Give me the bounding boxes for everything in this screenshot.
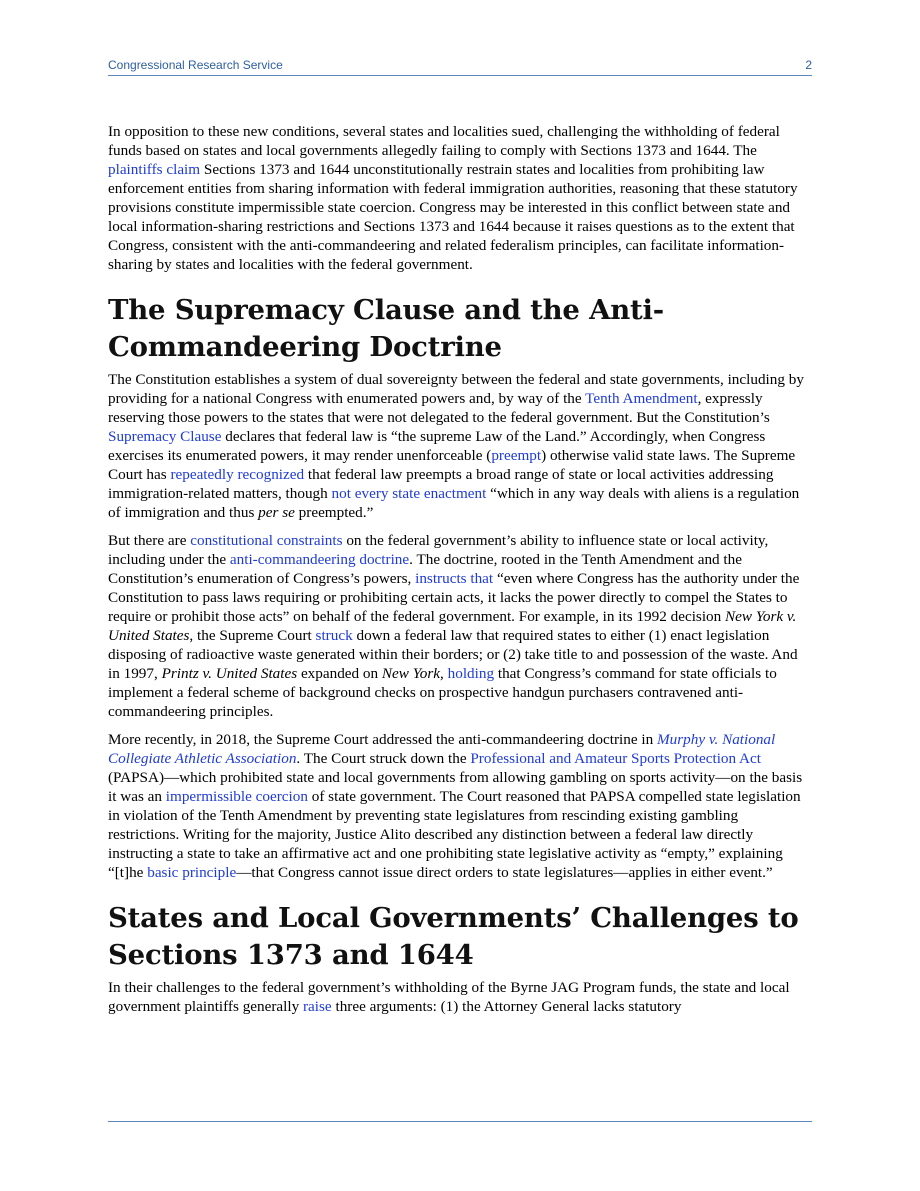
case-name: New York v. United States xyxy=(108,608,797,644)
section-heading-supremacy-clause: The Supremacy Clause and the Anti-Commandeering Doctrine xyxy=(108,294,664,363)
text: —that Congress cannot issue direct orders to state legislatures—applies in either event.” xyxy=(236,864,773,881)
link-constitutional-constraints[interactable]: constitutional constraints xyxy=(190,532,343,549)
link-preempt[interactable]: preempt xyxy=(491,447,542,464)
text: The Constitution establishes a system of dual sovereignty between the federal and state governments, including by providing for a national Congress with enumerated powers and, by way of the xyxy=(108,371,804,407)
text: . The Court struck down the xyxy=(296,750,471,767)
text: of state government. The Court reasoned that PAPSA compelled state legislation in violation of the Tenth Amendment by preventing state legislatures from rescinding existing gambling restrictions. Writing for the majority, Justice Alito described any distinction between a federal law directly instructing a state to take an affirmative act and one prohibiting state legislative activity as “empty,” explaining “[t]he xyxy=(108,788,801,881)
document-body xyxy=(108,122,812,1025)
link-murphy-v-ncaa[interactable]: Murphy v. National Collegiate Athletic Association xyxy=(108,731,776,767)
paragraph-3 xyxy=(108,531,812,721)
link-basic-principle[interactable]: basic principle xyxy=(147,864,237,881)
link-supremacy-clause[interactable]: Supremacy Clause xyxy=(108,428,222,445)
header-rule xyxy=(108,75,812,76)
page-number: 2 xyxy=(805,58,812,72)
running-header xyxy=(108,58,812,74)
paragraph-1 xyxy=(108,122,812,274)
text: down a federal law that required states to either (1) enact legislation disposing of radioactive waste generated within their borders; or (2) take title to and possession of the waste. And in 1997, xyxy=(108,627,798,682)
link-repeatedly-recognized[interactable]: repeatedly recognized xyxy=(170,466,305,483)
text: declares that federal law is “the supreme Law of the Land.” Accordingly, when Congress exercises its enumerated powers, it may render unenforceable ( xyxy=(108,428,766,464)
text: In their challenges to the federal government’s withholding of the Byrne JAG Program funds, the state and local government plaintiffs generally xyxy=(108,979,790,1015)
paragraph-2 xyxy=(108,370,812,522)
text: expanded on xyxy=(297,665,382,682)
text: that federal law preempts a broad range of state or local activities addressing immigration-related matters, though xyxy=(108,466,774,502)
link-instructs-that[interactable]: instructs that xyxy=(415,570,494,587)
text: that Congress’s command for state officials to implement a federal scheme of background checks on prospective handgun purchasers contravened anti-commandeering principles. xyxy=(108,665,777,720)
text: (PAPSA)—which prohibited state and local governments from allowing gambling on sports activity—on the basis it was an xyxy=(108,769,803,805)
case-name: Printz v. United States xyxy=(161,665,298,682)
link-tenth-amendment[interactable]: Tenth Amendment xyxy=(585,390,698,407)
link-not-every-state-enactment[interactable]: not every state enactment xyxy=(331,485,487,502)
text: preempted.” xyxy=(294,504,374,521)
text: . The doctrine, rooted in the Tenth Amendment and the Constitution’s enumeration of Congress’s powers, xyxy=(108,551,742,587)
text: ) otherwise valid state laws. The Supreme Court has xyxy=(108,447,796,483)
link-impermissible-coercion[interactable]: impermissible coercion xyxy=(165,788,308,805)
link-papsa[interactable]: Professional and Amateur Sports Protection Act xyxy=(470,750,761,767)
link-holding[interactable]: holding xyxy=(447,665,495,682)
italic-text: per se xyxy=(258,504,295,521)
text: “which in any way deals with aliens is a regulation of immigration and thus xyxy=(108,485,800,521)
text: But there are xyxy=(108,532,191,549)
text: , xyxy=(440,665,448,682)
paragraph-5 xyxy=(108,978,812,1016)
text: , the Supreme Court xyxy=(189,627,316,644)
text: Sections 1373 and 1644 unconstitutionally restrain states and localities from prohibiting law enforcement entities from sharing information with federal immigration authorities, reasoning that these statutory provisions constitute impermissible state coercion. Congress may be interested in this conflict between state and local information-sharing restrictions and Sections 1373 and 1644 because it raises questions as to the extent that Congress, consistent with the anti-commandeering and related federalism principles, can facilitate information-sharing by states and localities with the federal government. xyxy=(108,161,798,273)
text: In opposition to these new conditions, several states and localities sued, challenging the withholding of federal funds based on states and local governments allegedly failing to comply with Sections 1373 and 1644. The xyxy=(108,123,780,159)
text: “even where Congress has the authority under the Constitution to pass laws requiring or prohibiting certain acts, it lacks the power directly to compel the States to require or prohibit those acts” on behalf of the federal government. For example, in its 1992 decision xyxy=(108,570,800,625)
text: , expressly reserving those powers to the states that were not delegated to the federal government. But the Constitution’s xyxy=(108,390,770,426)
text: More recently, in 2018, the Supreme Court addressed the anti-commandeering doctrine in xyxy=(108,731,657,748)
link-raise[interactable]: raise xyxy=(303,998,332,1015)
section-heading-challenges: States and Local Governments’ Challenges to Sections 1373 and 1644 xyxy=(108,902,799,971)
link-struck[interactable]: struck xyxy=(315,627,353,644)
text: three arguments: (1) the Attorney General lacks statutory xyxy=(331,998,682,1015)
header-org: Congressional Research Service xyxy=(108,58,283,72)
case-name: New York xyxy=(381,665,441,682)
link-anti-commandeering-doctrine[interactable]: anti-commandeering doctrine xyxy=(229,551,410,568)
link-plaintiffs-claim[interactable]: plaintiffs claim xyxy=(108,161,201,178)
text: on the federal government’s ability to influence state or local activity, including under the xyxy=(108,532,769,568)
paragraph-4 xyxy=(108,730,812,882)
footer-rule xyxy=(108,1121,812,1122)
